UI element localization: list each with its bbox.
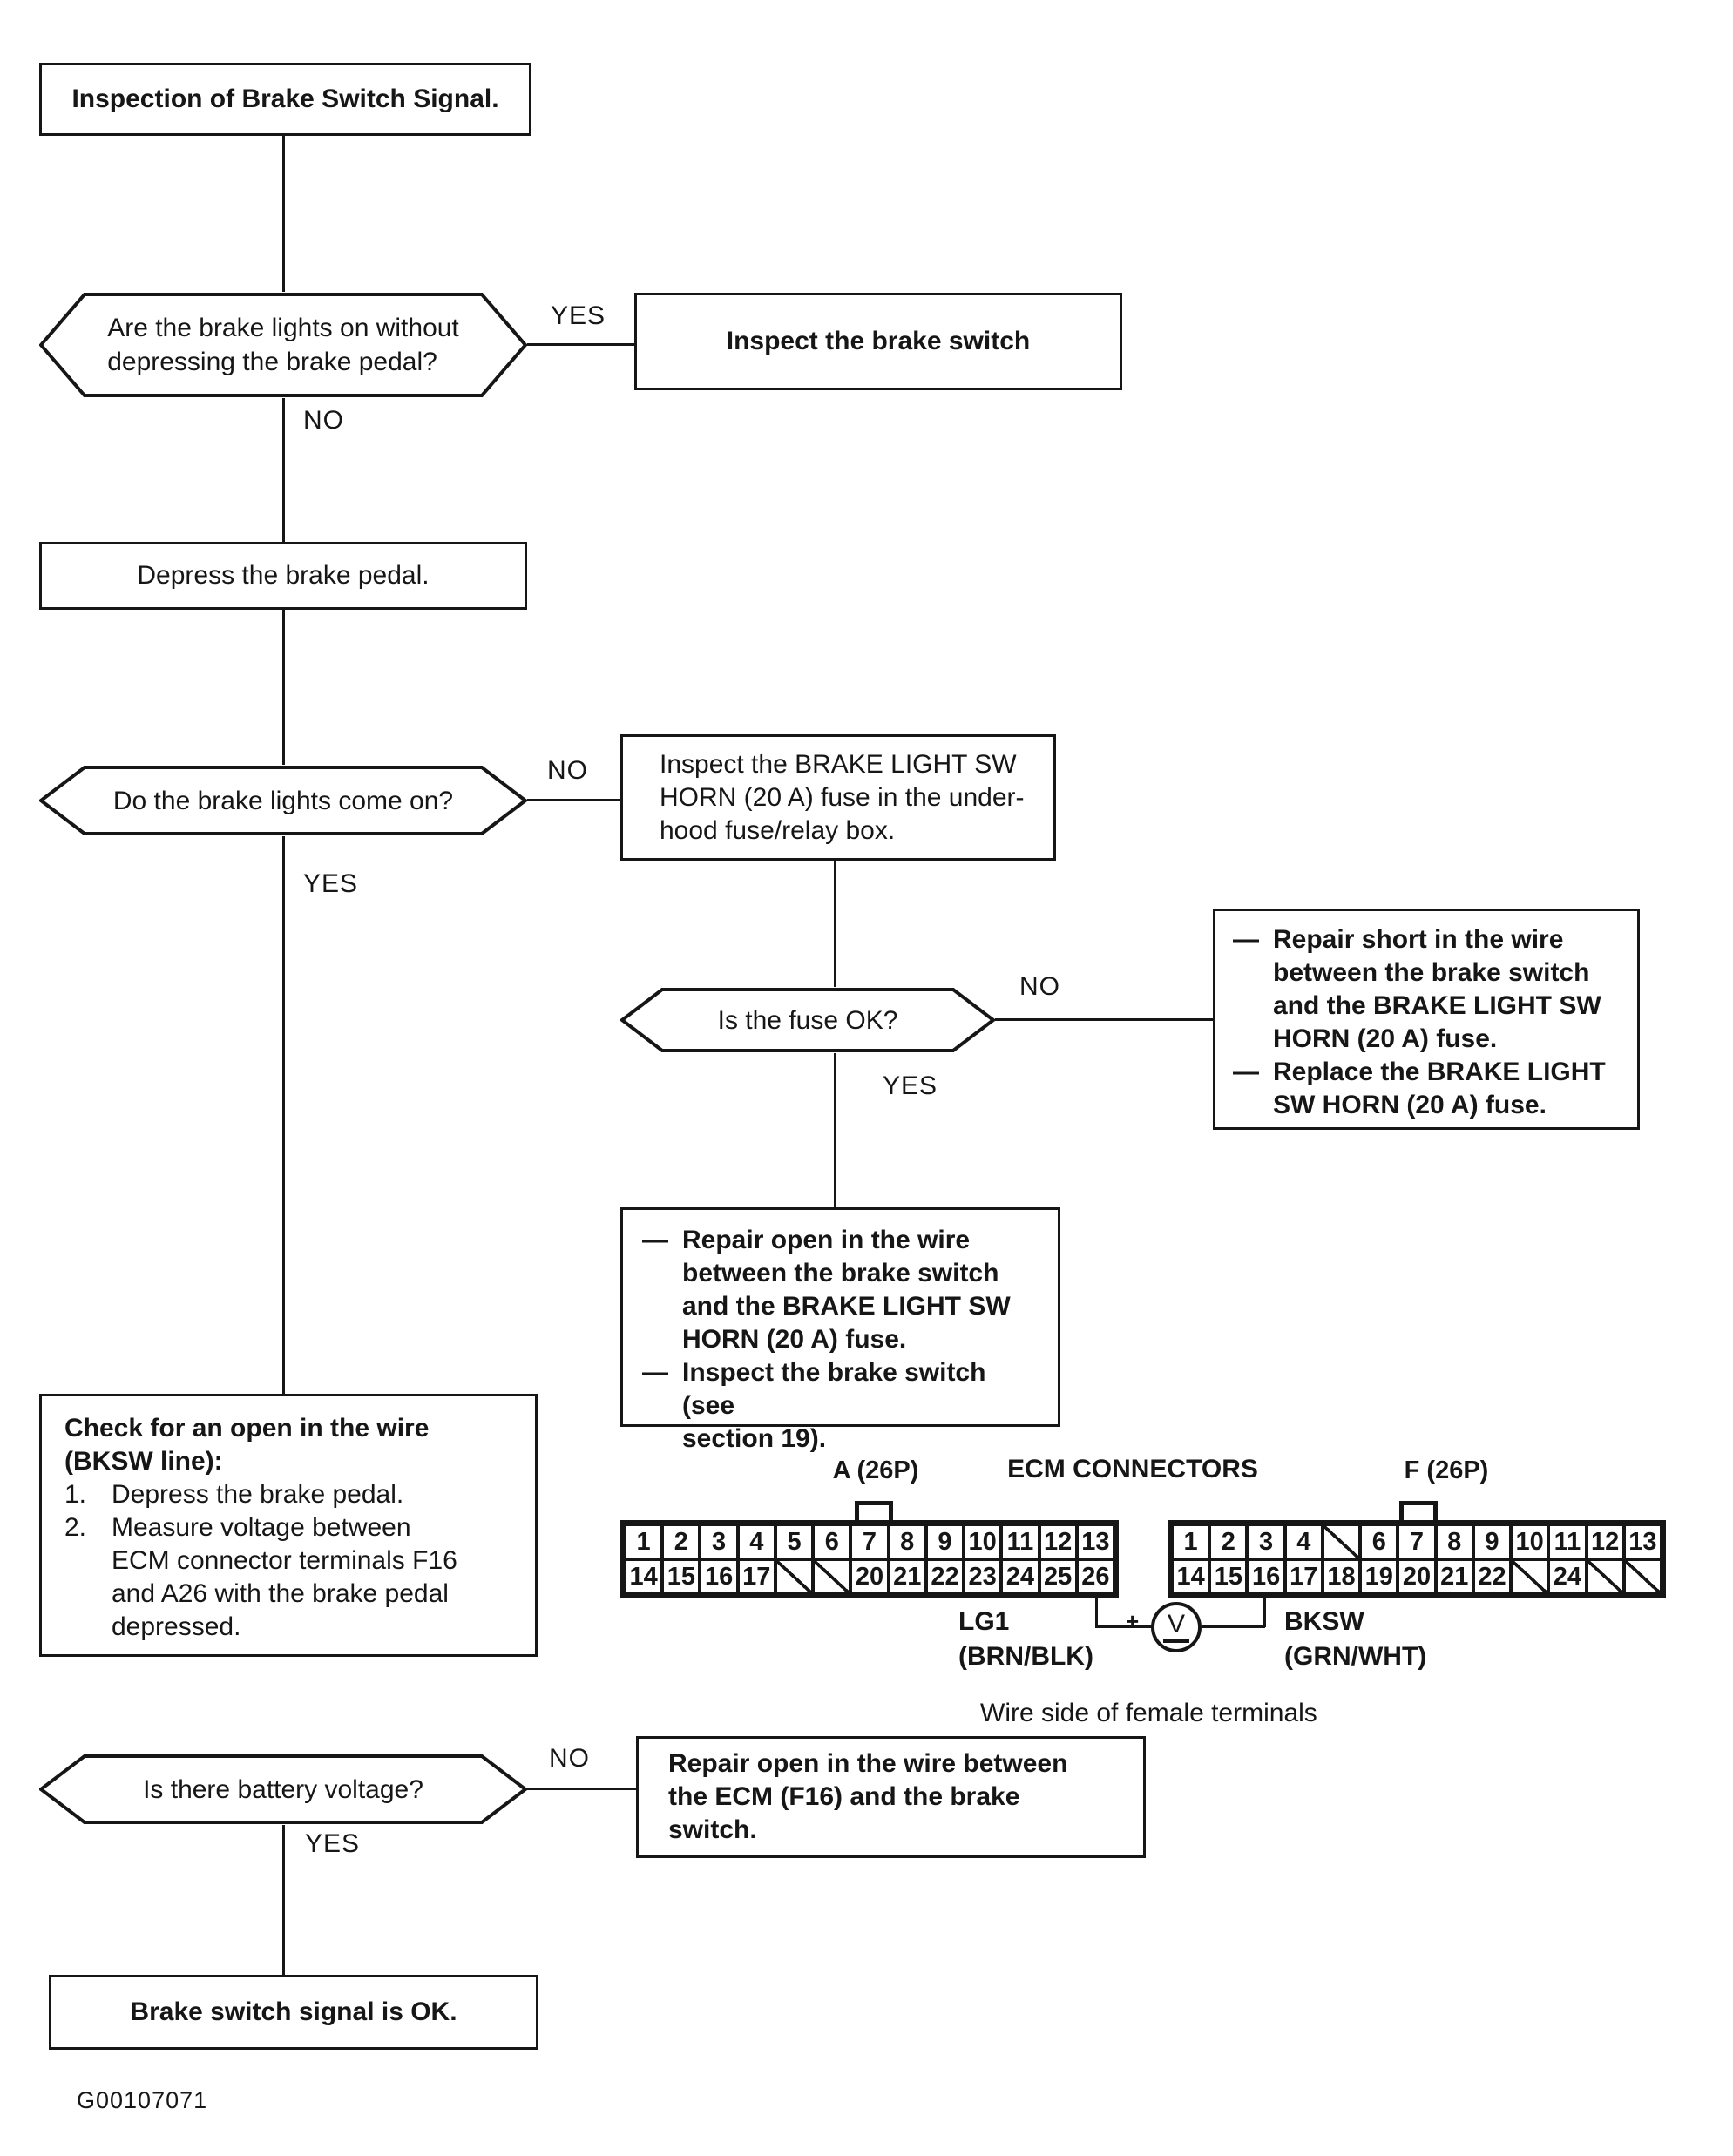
probe-wire-a26-vertical xyxy=(1095,1598,1098,1627)
edge-q3-yes xyxy=(834,1053,836,1207)
terminal-f15: 15 xyxy=(1209,1559,1247,1594)
terminal-f8: 8 xyxy=(1436,1524,1473,1559)
node-check-open-bksw xyxy=(39,1394,538,1657)
terminal-a2: 2 xyxy=(662,1524,700,1559)
terminal-f9: 9 xyxy=(1473,1524,1511,1559)
edge-q1-yes xyxy=(527,343,634,346)
blanked-terminal-a19 xyxy=(813,1559,850,1594)
terminal-a22: 22 xyxy=(926,1559,964,1594)
repair-short-item-2: — Replace the BRAKE LIGHT SW HORN (20 A) fuse. xyxy=(1233,1056,1606,1122)
node-signal-ok xyxy=(49,1975,538,2050)
node-repair-open-fuse xyxy=(620,1207,1060,1453)
repair-short-item-1: — Repair short in the wire between the brake switch and the BRAKE LIGHT SW HORN (20 A) fuse. xyxy=(1233,923,1606,1056)
edge-q1-no xyxy=(282,398,285,542)
terminal-a1: 1 xyxy=(625,1524,662,1559)
terminal-f12: 12 xyxy=(1587,1524,1624,1559)
terminal-a14: 14 xyxy=(625,1559,662,1594)
check-open-step-1: 1. Depress the brake pedal. xyxy=(64,1480,404,1509)
edge-start-to-q1 xyxy=(282,136,285,292)
decision-battery-voltage-text: Is there battery voltage? xyxy=(143,1774,423,1804)
terminal-f3: 3 xyxy=(1247,1524,1284,1559)
terminal-f10: 10 xyxy=(1511,1524,1548,1559)
terminal-a13: 13 xyxy=(1077,1524,1114,1559)
blanked-terminal-a18 xyxy=(775,1559,813,1594)
check-open-step-2: 2. Measure voltage between ECM connector terminals F16 and A26 with the brake pedal depressed. xyxy=(64,1513,457,1641)
edge-label-q1-yes: YES xyxy=(551,301,606,330)
connector-f-label: F (26P) xyxy=(1404,1456,1489,1484)
edge-q4-no xyxy=(527,1788,636,1790)
node-signal-ok-label: Brake switch signal is OK. xyxy=(130,1997,457,2026)
terminal-a25: 25 xyxy=(1039,1559,1077,1594)
edge-q3-no xyxy=(995,1018,1213,1021)
terminal-f14: 14 xyxy=(1172,1559,1209,1594)
probe-wire-a26-horizontal xyxy=(1095,1625,1153,1628)
decision-lights-come-on xyxy=(39,765,527,836)
terminal-a8: 8 xyxy=(889,1524,926,1559)
dash-bullet: — xyxy=(642,1358,668,1387)
edge-q2-no xyxy=(527,799,620,801)
decision-fuse-ok xyxy=(620,987,995,1053)
connector-a-label: A (26P) xyxy=(832,1456,919,1484)
dash-bullet: — xyxy=(642,1226,668,1254)
decision-lights-without-pedal-text: Are the brake lights on without depressing the brake pedal? xyxy=(107,314,459,376)
edge-depress-to-q2 xyxy=(282,610,285,765)
terminal-f18: 18 xyxy=(1323,1559,1360,1594)
connector-f-grid xyxy=(1168,1520,1666,1598)
terminal-f19: 19 xyxy=(1360,1559,1398,1594)
node-repair-open-ecm-text: Repair open in the wire between the ECM (F16) and the brake switch. xyxy=(668,1749,1068,1844)
edge-fuse-to-q3 xyxy=(834,861,836,987)
terminal-a21: 21 xyxy=(889,1559,926,1594)
terminal-a12: 12 xyxy=(1039,1524,1077,1559)
probe-wire-f16-horizontal xyxy=(1202,1625,1265,1628)
node-inspect-brake-switch-label: Inspect the brake switch xyxy=(726,327,1031,355)
dash-bullet: — xyxy=(1233,1058,1259,1086)
terminal-a11: 11 xyxy=(1001,1524,1039,1559)
terminal-f13: 13 xyxy=(1624,1524,1662,1559)
node-depress-pedal-label: Depress the brake pedal. xyxy=(137,561,430,590)
repair-open-item-1: — Repair open in the wire between the brake switch and the BRAKE LIGHT SW HORN (20 A) fuse. xyxy=(642,1224,1039,1356)
terminal-f1: 1 xyxy=(1172,1524,1209,1559)
decision-lights-without-pedal xyxy=(39,292,527,398)
terminal-a26: 26 xyxy=(1077,1559,1114,1594)
terminal-a3: 3 xyxy=(700,1524,737,1559)
blanked-terminal-f26 xyxy=(1624,1559,1662,1594)
edge-label-q1-no: NO xyxy=(303,406,344,435)
blanked-terminal-f25 xyxy=(1587,1559,1624,1594)
terminal-f4: 4 xyxy=(1285,1524,1323,1559)
terminal-a5: 5 xyxy=(775,1524,813,1559)
node-inspect-fuse-text: Inspect the BRAKE LIGHT SW HORN (20 A) fuse in the under- hood fuse/relay box. xyxy=(660,749,1025,845)
blanked-terminal-f5 xyxy=(1323,1524,1360,1559)
probe-a-signal-label: LG1 (BRN/BLK) xyxy=(958,1607,1093,1671)
connector-a-key-tab xyxy=(855,1501,893,1522)
voltmeter-icon xyxy=(1151,1602,1202,1652)
terminal-a7: 7 xyxy=(850,1524,888,1559)
probe-f-signal-label: BKSW (GRN/WHT) xyxy=(1284,1607,1427,1671)
terminal-f2: 2 xyxy=(1209,1524,1247,1559)
terminal-f24: 24 xyxy=(1548,1559,1586,1594)
repair-open-item-2: — Inspect the brake switch (see section 19). xyxy=(642,1356,1039,1456)
probe-wire-f16-vertical xyxy=(1263,1598,1266,1627)
terminal-a15: 15 xyxy=(662,1559,700,1594)
connector-a-grid xyxy=(620,1520,1119,1598)
terminal-a24: 24 xyxy=(1001,1559,1039,1594)
terminal-f21: 21 xyxy=(1436,1559,1473,1594)
decision-battery-voltage xyxy=(39,1754,527,1825)
connector-f-key-tab xyxy=(1399,1501,1438,1522)
node-start xyxy=(39,63,531,136)
meter-plus-mark: + xyxy=(1126,1608,1140,1634)
terminal-a9: 9 xyxy=(926,1524,964,1559)
decision-lights-come-on-text: Do the brake lights come on? xyxy=(112,786,454,815)
wire-side-note: Wire side of female terminals xyxy=(980,1699,1317,1727)
edge-label-q4-yes: YES xyxy=(305,1829,361,1858)
edge-label-q2-yes: YES xyxy=(303,869,359,898)
node-inspect-fuse xyxy=(620,734,1056,861)
terminal-f20: 20 xyxy=(1398,1559,1435,1594)
voltmeter-symbol: V xyxy=(1163,1612,1189,1643)
terminal-f11: 11 xyxy=(1548,1524,1586,1559)
connector-diagram-heading: ECM CONNECTORS xyxy=(1007,1455,1258,1484)
terminal-a16: 16 xyxy=(700,1559,737,1594)
edge-q2-yes-trunk xyxy=(282,836,285,1394)
terminal-f16: 16 xyxy=(1247,1559,1284,1594)
terminal-f7: 7 xyxy=(1398,1524,1435,1559)
terminal-f17: 17 xyxy=(1285,1559,1323,1594)
terminal-a6: 6 xyxy=(813,1524,850,1559)
terminal-f22: 22 xyxy=(1473,1559,1511,1594)
node-depress-pedal xyxy=(39,542,527,610)
edge-q4-yes xyxy=(282,1825,285,1975)
node-inspect-brake-switch xyxy=(634,293,1122,390)
check-open-heading: Check for an open in the wire (BKSW line): xyxy=(64,1414,430,1476)
node-repair-short xyxy=(1213,909,1640,1130)
dash-bullet: — xyxy=(1233,925,1259,954)
node-repair-open-ecm xyxy=(636,1736,1146,1858)
terminal-a4: 4 xyxy=(738,1524,775,1559)
figure-code: G00107071 xyxy=(77,2087,208,2113)
terminal-a23: 23 xyxy=(964,1559,1001,1594)
edge-label-q4-no: NO xyxy=(549,1744,590,1773)
edge-label-q3-no: NO xyxy=(1019,972,1060,1001)
terminal-f6: 6 xyxy=(1360,1524,1398,1559)
terminal-a17: 17 xyxy=(738,1559,775,1594)
blanked-terminal-f23 xyxy=(1511,1559,1548,1594)
terminal-a10: 10 xyxy=(964,1524,1001,1559)
edge-label-q2-no: NO xyxy=(547,756,588,785)
node-start-label: Inspection of Brake Switch Signal. xyxy=(71,84,499,113)
terminal-a20: 20 xyxy=(850,1559,888,1594)
edge-label-q3-yes: YES xyxy=(883,1071,938,1100)
decision-fuse-ok-text: Is the fuse OK? xyxy=(717,1005,898,1035)
